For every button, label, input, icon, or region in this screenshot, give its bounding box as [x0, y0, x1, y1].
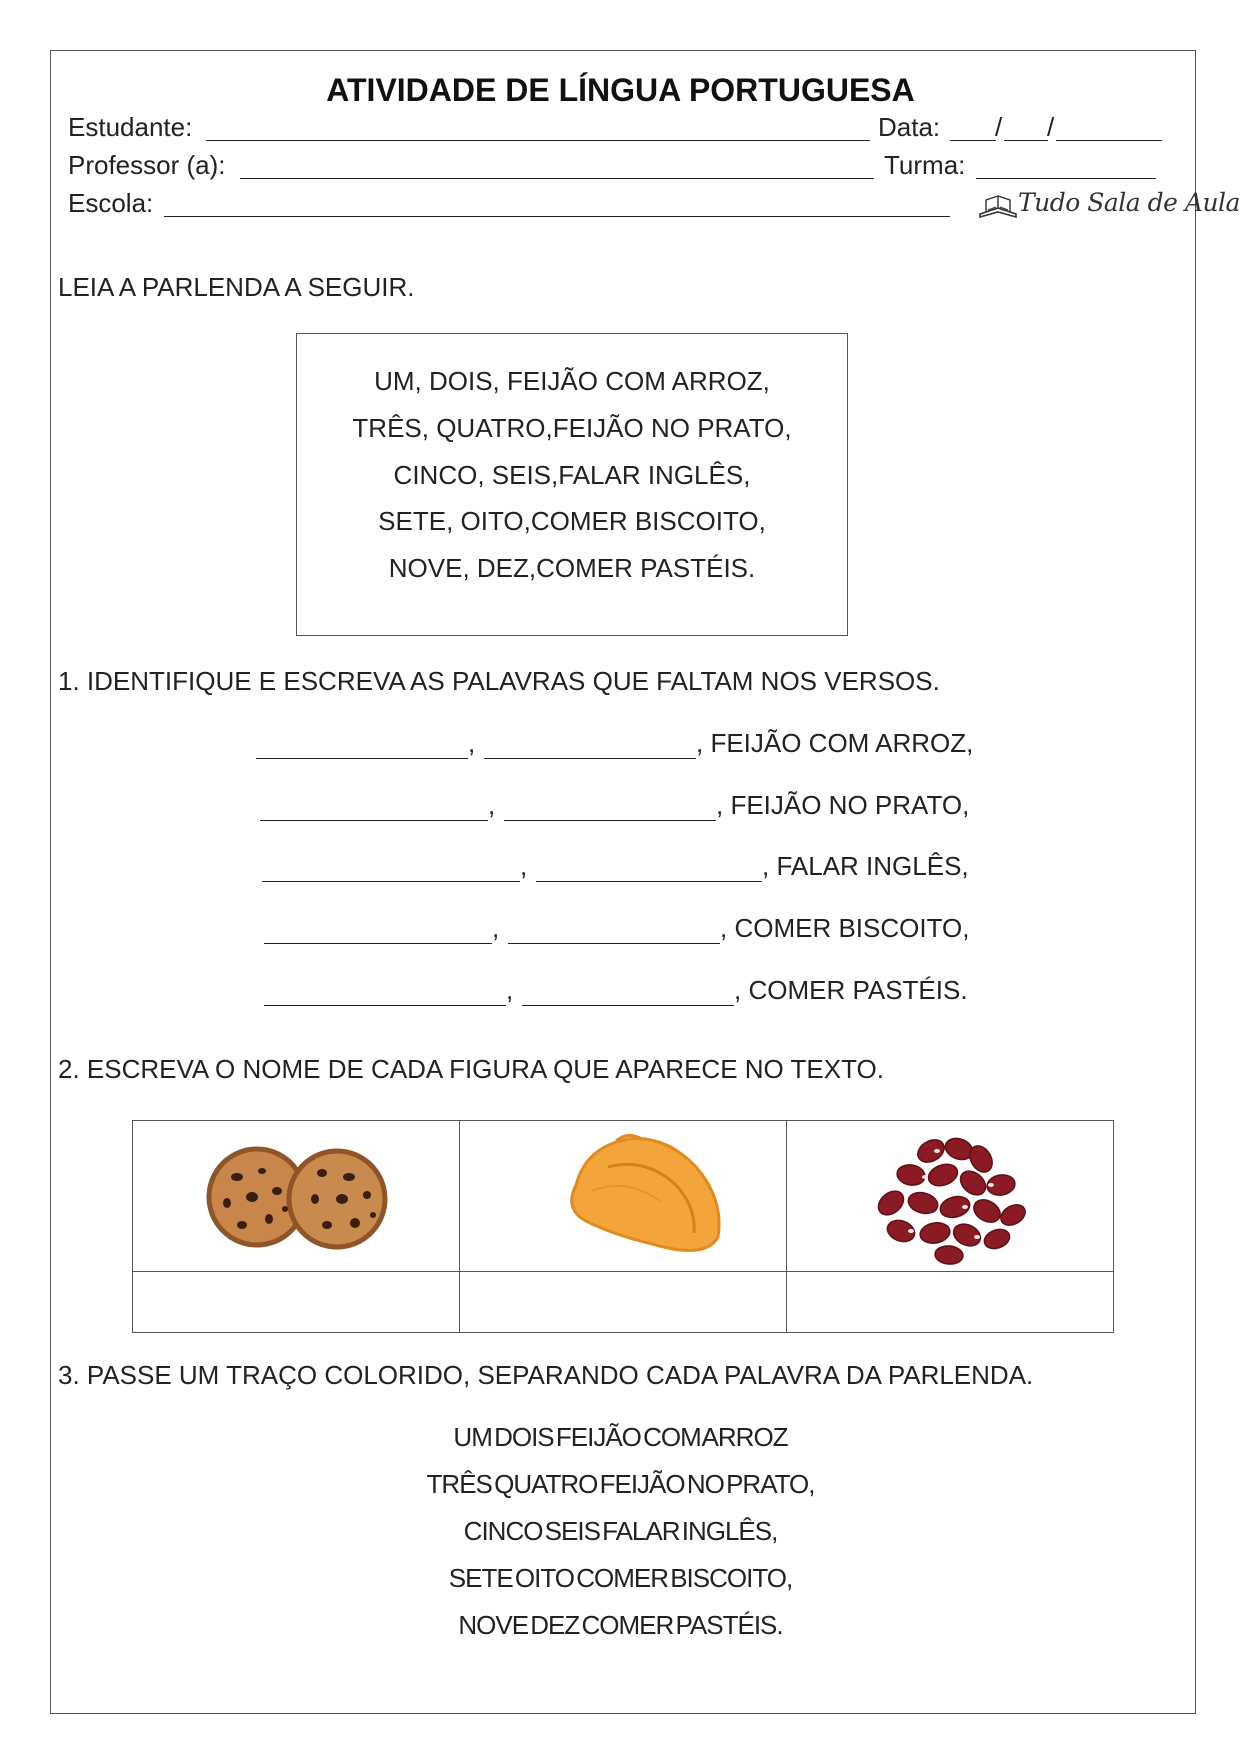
figure-cell-cookies — [133, 1121, 460, 1272]
blank-field[interactable] — [264, 1005, 506, 1006]
date-separator-1: / — [995, 112, 1003, 142]
fill-row-4 — [0, 913, 1241, 949]
figure-answer-field[interactable] — [460, 1272, 787, 1333]
figure-answer-field[interactable] — [787, 1272, 1114, 1333]
date-separator-2: / — [1047, 112, 1055, 142]
fill-row-3 — [0, 851, 1241, 887]
figures-image-row — [133, 1121, 1114, 1272]
pastel-icon — [556, 1127, 736, 1267]
poem-line: SETE, OITO,COMER BISCOITO, — [378, 506, 766, 536]
blank-field[interactable] — [536, 881, 762, 882]
parlenda-line: UM DOIS FEIJÃO COM ARROZ — [453, 1422, 788, 1452]
blank-field[interactable] — [262, 881, 520, 882]
fill-row-2 — [0, 790, 1241, 826]
parlenda-line: SETE OITO COMER BISCOITO, — [448, 1563, 793, 1593]
blank-field[interactable] — [256, 758, 468, 759]
comma: , — [506, 975, 514, 1005]
question-2-prompt: 2. ESCREVA O NOME DE CADA FIGURA QUE APARECE NO TEXTO. — [58, 1054, 884, 1084]
comma: , — [520, 851, 528, 881]
parlenda-line: CINCO SEIS FALAR INGLÊS, — [463, 1516, 778, 1546]
student-name-field[interactable] — [206, 140, 870, 141]
page-title: ATIVIDADE DE LÍNGUA PORTUGUESA — [326, 72, 915, 108]
figures-answer-row — [133, 1272, 1114, 1333]
comma: , — [488, 790, 496, 820]
parlenda-line: NOVE DEZ COMER PASTÉIS. — [458, 1610, 783, 1640]
brand-logo — [978, 188, 1240, 220]
blank-field[interactable] — [508, 943, 720, 944]
blank-field[interactable] — [522, 1005, 734, 1006]
blank-field[interactable] — [504, 820, 716, 821]
poem-line: NOVE, DEZ,COMER PASTÉIS. — [388, 553, 756, 583]
poem-box — [296, 333, 848, 636]
class-field[interactable] — [976, 178, 1156, 179]
poem-line: CINCO, SEIS,FALAR INGLÊS, — [393, 460, 751, 490]
poem-line: TRÊS, QUATRO,FEIJÃO NO PRATO, — [352, 413, 792, 443]
book-icon — [978, 190, 1018, 220]
verse-suffix: , FEIJÃO NO PRATO, — [716, 790, 970, 820]
logo-text: Tudo Sala de Aula — [1018, 188, 1240, 217]
fill-row-5 — [0, 975, 1241, 1011]
verse-suffix: , FEIJÃO COM ARROZ, — [696, 728, 974, 758]
question-3-prompt: 3. PASSE UM TRAÇO COLORIDO, SEPARANDO CADA PALAVRA DA PARLENDA. — [58, 1360, 1034, 1390]
blank-field[interactable] — [264, 943, 492, 944]
comma: , — [468, 728, 476, 758]
date-label: Data: — [878, 112, 941, 142]
figure-answer-field[interactable] — [133, 1272, 460, 1333]
teacher-name-field[interactable] — [240, 178, 874, 179]
parlenda-line: TRÊS QUATRO FEIJÃO NO PRATO, — [426, 1469, 815, 1499]
school-field[interactable] — [164, 216, 950, 217]
comma: , — [492, 913, 500, 943]
poem-line: UM, DOIS, FEIJÃO COM ARROZ, — [374, 366, 770, 396]
date-day-field[interactable] — [950, 140, 996, 141]
verse-suffix: , COMER BISCOITO, — [720, 913, 970, 943]
verse-suffix: , FALAR INGLÊS, — [762, 851, 969, 881]
figure-cell-pastel — [460, 1121, 787, 1272]
figures-table — [132, 1120, 1114, 1333]
cookies-icon — [197, 1133, 397, 1263]
beans-icon — [861, 1129, 1041, 1269]
teacher-label: Professor (a): — [68, 150, 226, 180]
question-1-prompt: 1. IDENTIFIQUE E ESCREVA AS PALAVRAS QUE FALTAM NOS VERSOS. — [58, 666, 940, 696]
figure-cell-beans — [787, 1121, 1114, 1272]
date-month-field[interactable] — [1004, 140, 1048, 141]
student-label: Estudante: — [68, 112, 193, 142]
date-year-field[interactable] — [1056, 140, 1162, 141]
fill-row-1 — [0, 728, 1241, 764]
reading-instruction: LEIA A PARLENDA A SEGUIR. — [58, 272, 415, 302]
class-label: Turma: — [884, 150, 966, 180]
verse-suffix: , COMER PASTÉIS. — [734, 975, 968, 1005]
blank-field[interactable] — [484, 758, 696, 759]
blank-field[interactable] — [260, 820, 488, 821]
school-label: Escola: — [68, 188, 154, 218]
